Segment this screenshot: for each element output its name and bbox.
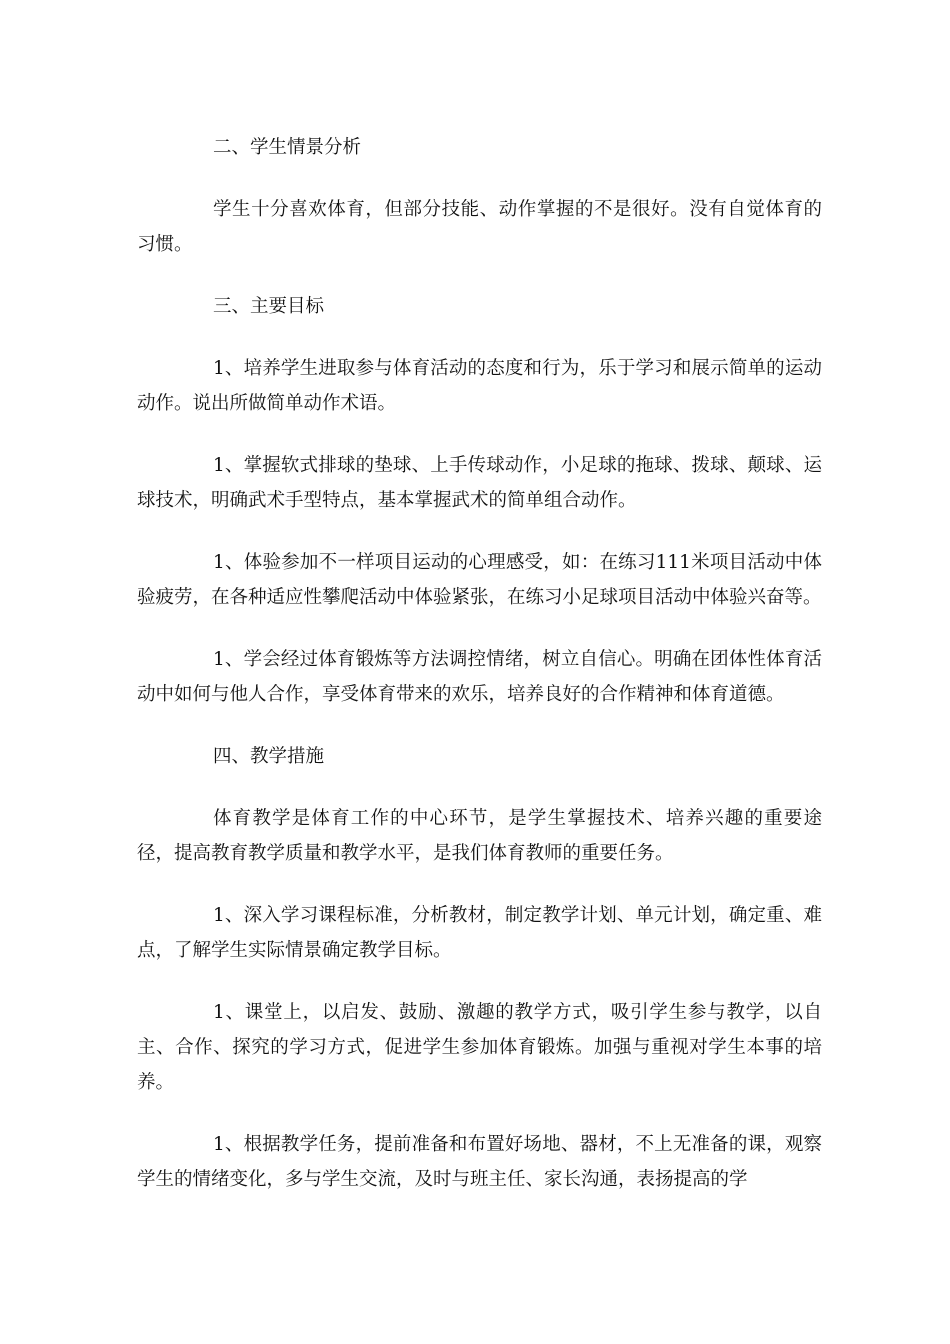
paragraph-measure-3: 1、根据教学任务，提前准备和布置好场地、器材，不上无准备的课，观察学生的情绪变化，多与学生交流，及时与班主任、家长沟通，表扬提高的学 bbox=[137, 1134, 822, 1190]
paragraph-goal-2: 1、掌握软式排球的垫球、上手传球动作，小足球的拖球、拨球、颠球、运球技术，明确武术手型特点，基本掌握武术的简单组合动作。 bbox=[137, 455, 822, 511]
document-body bbox=[137, 130, 822, 1224]
paragraph-goal-3: 1、体验参加不一样项目运动的心理感受，如：在练习111米项目活动中体验疲劳，在各种适应性攀爬活动中体验紧张，在练习小足球项目活动中体验兴奋等。 bbox=[137, 552, 822, 608]
section-heading-student-analysis: 二、学生情景分析 bbox=[213, 137, 362, 158]
paragraph-student-situation: 学生十分喜欢体育，但部分技能、动作掌握的不是很好。没有自觉体育的习惯。 bbox=[137, 199, 822, 255]
section-heading-main-goals: 三、主要目标 bbox=[213, 296, 325, 317]
paragraph-measure-1: 1、深入学习课程标准，分析教材，制定教学计划、单元计划，确定重、难点，了解学生实际情景确定教学目标。 bbox=[137, 905, 822, 961]
paragraph-goal-4: 1、学会经过体育锻炼等方法调控情绪，树立自信心。明确在团体性体育活动中如何与他人合作，享受体育带来的欢乐，培养良好的合作精神和体育道德。 bbox=[137, 649, 822, 705]
paragraph-measure-2: 1、课堂上，以启发、鼓励、激趣的教学方式，吸引学生参与教学，以自主、合作、探究的学习方式，促进学生参加体育锻炼。加强与重视对学生本事的培养。 bbox=[137, 1002, 822, 1093]
section-heading-teaching-measures: 四、教学措施 bbox=[213, 746, 325, 767]
paragraph-goal-1: 1、培养学生进取参与体育活动的态度和行为，乐于学习和展示简单的运动动作。说出所做简单动作术语。 bbox=[137, 358, 822, 414]
paragraph-measures-intro: 体育教学是体育工作的中心环节，是学生掌握技术、培养兴趣的重要途径，提高教育教学质量和教学水平，是我们体育教师的重要任务。 bbox=[137, 808, 822, 864]
